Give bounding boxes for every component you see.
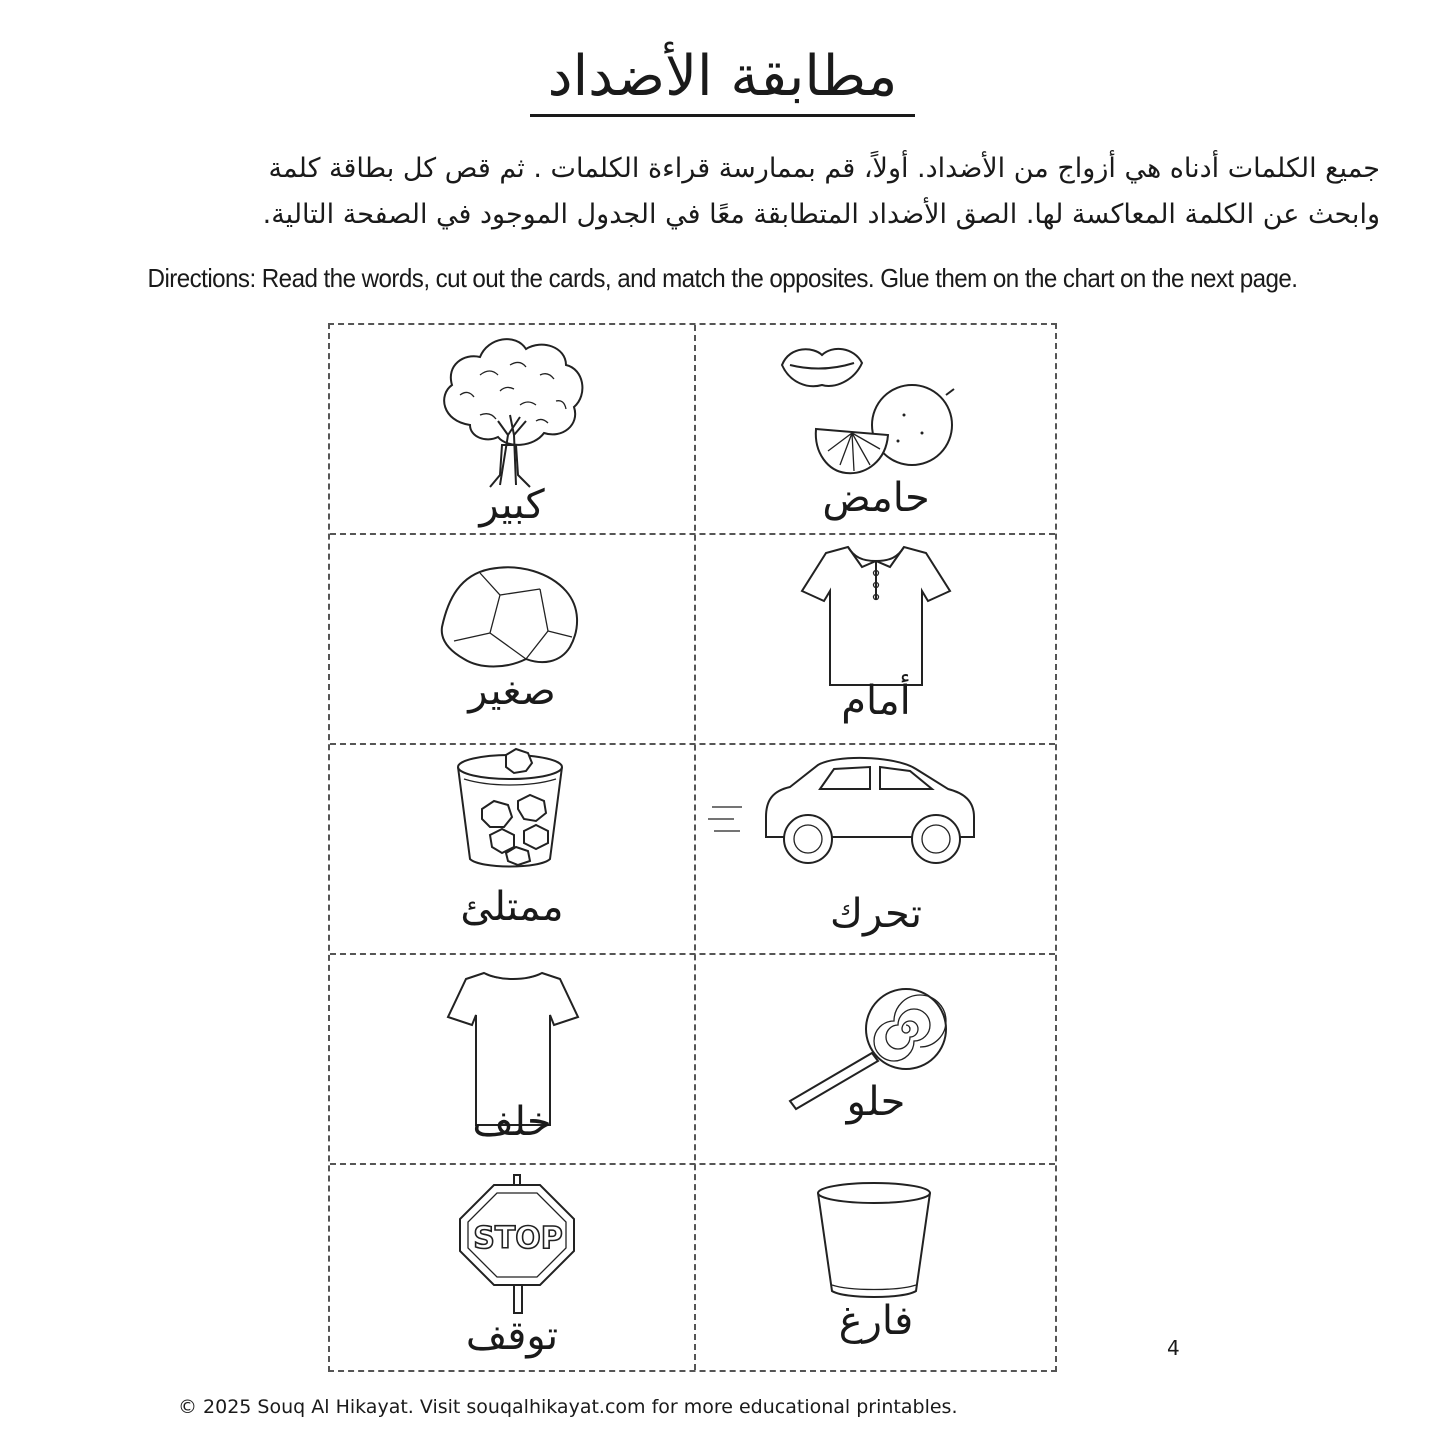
arabic-instructions [80, 146, 1380, 238]
card-sweet[interactable] [694, 953, 1058, 1163]
card-word: خلف [472, 1099, 552, 1145]
card-front[interactable] [694, 533, 1058, 743]
card-word: توقف [465, 1313, 559, 1359]
arabic-instructions-line-1: جميع الكلمات أدناه هي أزواج من الأضداد. أولاً، قم بممارسة قراءة الكلمات . ثم قص كل بطاقة كلمة [268, 153, 1380, 184]
page-title [0, 42, 1445, 117]
card-grid [328, 323, 1057, 1372]
card-word: صغير [468, 668, 556, 714]
card-word: حامض [822, 475, 930, 521]
arabic-instructions-line-2: وابحث عن الكلمة المعاكسة لها. الصق الأضداد المتطابقة معًا في الجدول الموجود في الصفحة التالية. [262, 199, 1380, 230]
english-directions: Directions: Read the words, cut out the cards, and match the opposites. Glue them on the chart on the next page. [147, 263, 1298, 293]
card-behind[interactable] [330, 953, 694, 1163]
card-big[interactable] [330, 325, 694, 533]
card-word: أمام [841, 678, 911, 724]
card-word: ممتلئ [460, 884, 564, 930]
title-text: مطابقة الأضداد [530, 42, 916, 117]
card-stop[interactable] [330, 1163, 694, 1372]
card-word: فارغ [838, 1298, 914, 1344]
card-word: تحرك [830, 891, 922, 937]
stop-sign-text: STOP [473, 1221, 563, 1256]
card-small[interactable] [330, 533, 694, 743]
card-empty[interactable] [694, 1163, 1058, 1372]
card-move[interactable] [694, 743, 1058, 953]
card-word: حلو [846, 1079, 906, 1125]
page-number: 4 [1167, 1336, 1180, 1360]
card-full[interactable] [330, 743, 694, 953]
card-sour[interactable] [694, 325, 1058, 533]
lollipop-icon [694, 953, 1058, 1163]
card-word: كبير [479, 482, 545, 528]
copyright-notice: © 2025 Souq Al Hikayat. Visit souqalhikayat.com for more educational printables. [178, 1396, 958, 1418]
